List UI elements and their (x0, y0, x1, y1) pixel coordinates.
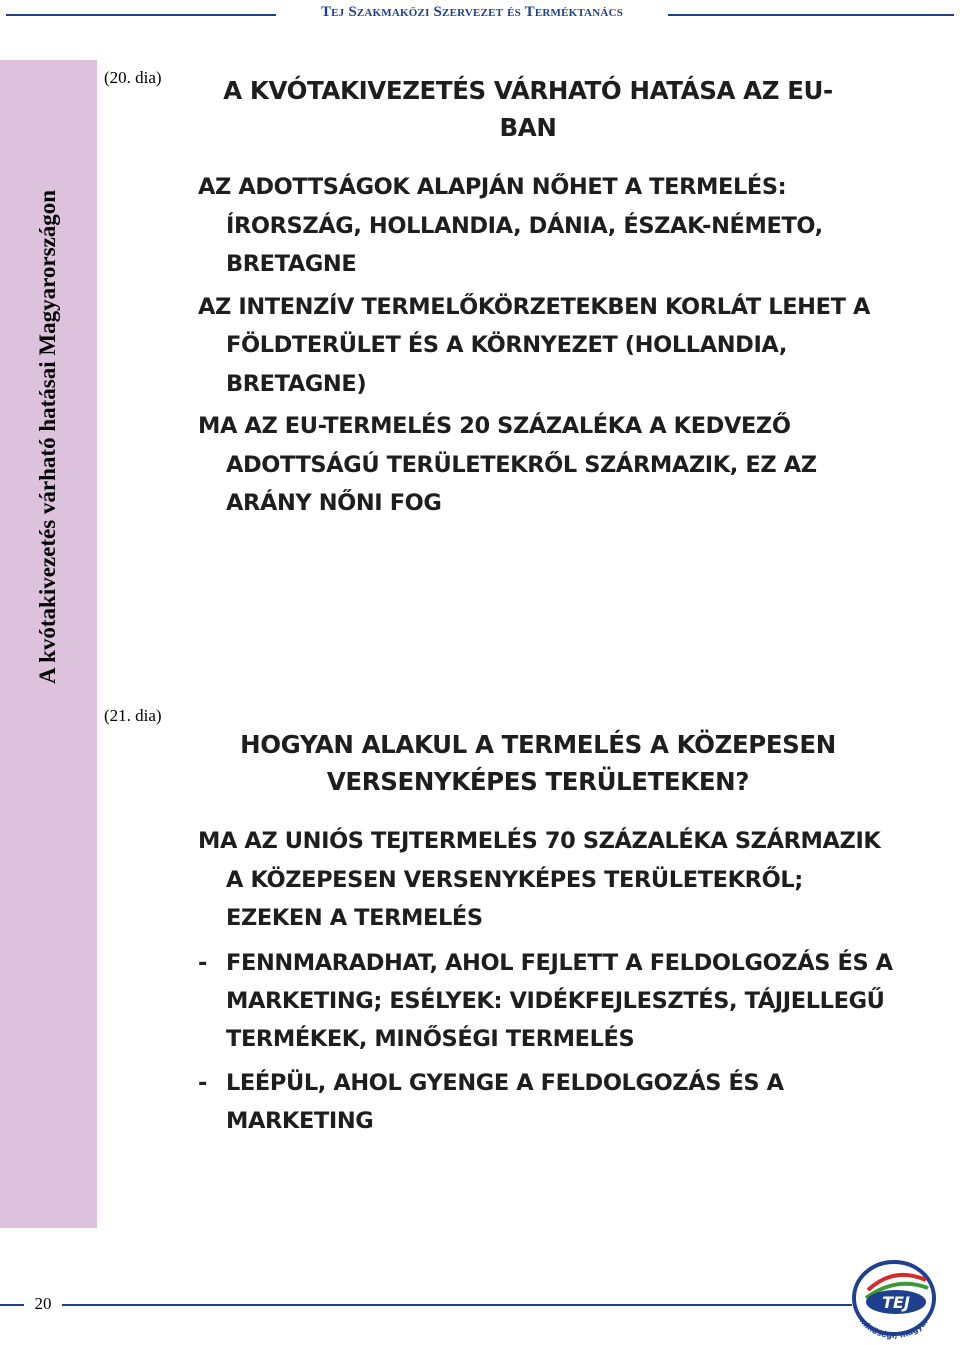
dash-item-text: LEÉPÜL, AHOL GYENGE A FELDOLGOZÁS ÉS A MARKETING (226, 1069, 784, 1134)
slide-21-dash-item (198, 944, 898, 1058)
slide-20-bullet: AZ ADOTTSÁGOK ALAPJÁN NŐHET A TERMELÉS: ÍRORSZÁG, HOLLANDIA, DÁNIA, ÉSZAK-NÉMETO, BRETAGNE (198, 174, 823, 277)
slide-20-title-line: A KVÓTAKIVEZETÉS VÁRHATÓ HATÁSA AZ EU- (223, 76, 833, 105)
slide-label-21: (21. dia) (104, 706, 162, 725)
tej-logo-icon (846, 1256, 942, 1340)
logo-tagline-path: minőségi, magyar (857, 1316, 931, 1340)
slide-20-bullet: MA AZ EU-TERMELÉS 20 SZÁZALÉKA A KEDVEZŐ ADOTTSÁGÚ TERÜLETEKRŐL SZÁRMAZIK, EZ AZ ARÁNY NŐNI FOG (198, 413, 817, 516)
slide-21-dash-item (198, 1064, 898, 1140)
slide-21-intro: MA AZ UNIÓS TEJTERMELÉS 70 SZÁZALÉKA SZÁRMAZIK A KÖZEPESEN VERSENYKÉPES TERÜLETEKRŐL; EZEKEN A TERMELÉS (198, 828, 881, 931)
dash-item-text: FENNMARADHAT, AHOL FEJLETT A FELDOLGOZÁS ÉS A MARKETING; ESÉLYEK: VIDÉKFEJLESZTÉS, TÁJJELLEGŰ TERMÉKEK, MINŐSÉGI TERMELÉS (226, 949, 893, 1052)
slide-21-body (198, 822, 898, 1140)
slide-21-title-line: VERSENYKÉPES TERÜLETEKEN? (326, 767, 750, 796)
slide-20-title (198, 72, 858, 146)
slide-20-title-line: BAN (499, 113, 557, 142)
slide-21-title-line: HOGYAN ALAKUL A TERMELÉS A KÖZEPESEN (240, 730, 836, 759)
slide-21 (198, 726, 898, 1140)
slide-20-bullets (198, 168, 898, 523)
footer-rule-left (0, 1304, 24, 1306)
page-header (0, 0, 960, 32)
dash-marker: - (198, 949, 207, 976)
header-rule-right (668, 14, 954, 16)
slide-20 (198, 72, 898, 523)
logo-wordmark: TEJ (882, 1293, 910, 1312)
tej-logo-graphic (846, 1256, 942, 1340)
page-number: 20 (34, 1294, 52, 1313)
slide-label-20: (20. dia) (104, 68, 162, 87)
header-title: Tej Szakmaközi Szervezet és Terméktanács (320, 4, 624, 20)
footer-rule-right (62, 1304, 852, 1306)
slide-21-title (198, 726, 878, 800)
dash-marker: - (198, 1069, 207, 1096)
slide-20-bullet: AZ INTENZÍV TERMELŐKÖRZETEKBEN KORLÁT LEHET A FÖLDTERÜLET ÉS A KÖRNYEZET (HOLLANDIA, BRETAGNE) (198, 293, 870, 397)
header-rule-left (6, 14, 276, 16)
chapter-title: A kvótakivezetés várható hatásai Magyarországon (35, 189, 60, 684)
